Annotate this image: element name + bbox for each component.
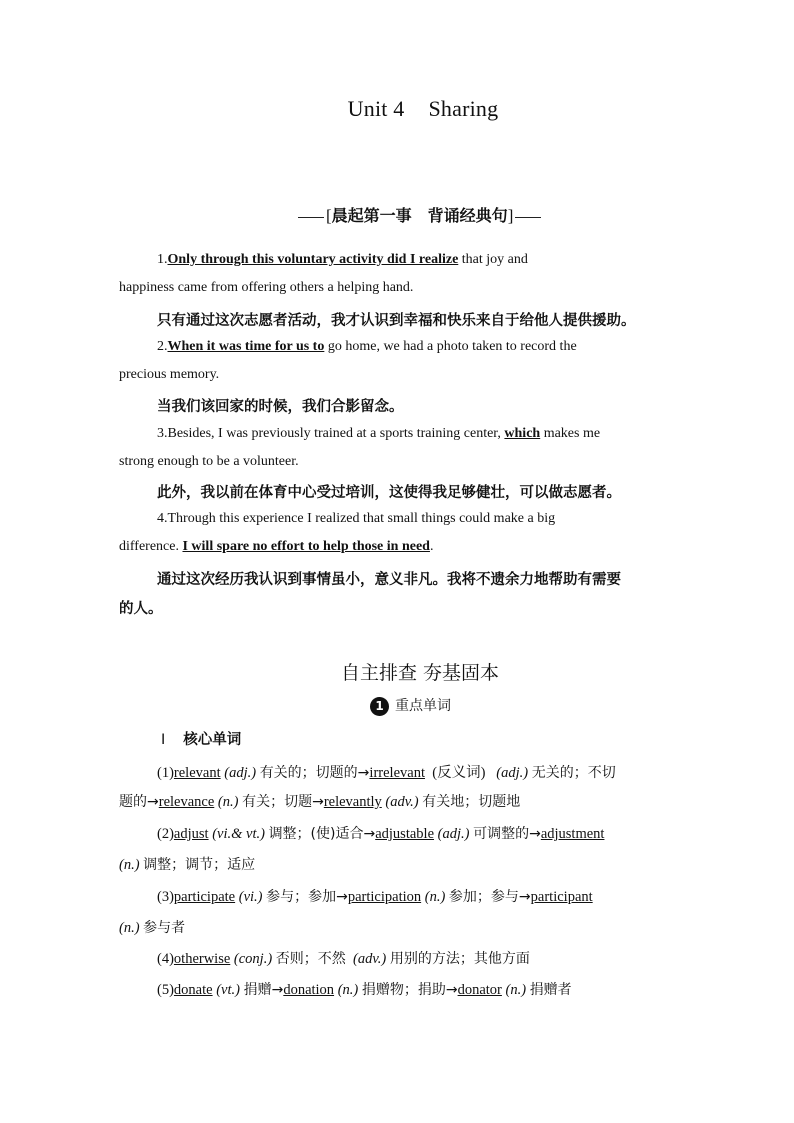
- section-title-self-check: 自主排查 夯基固本: [340, 662, 500, 684]
- subsection-key-words: [370, 695, 451, 716]
- unit-label: Unit 4: [347, 96, 405, 121]
- vocab-item-5: (5)donate (vt.) 捐赠→donation (n.) 捐赠物；捐助→donator (n.) 捐赠者: [157, 982, 572, 998]
- section-header-recite: [晨起第一事 背诵经典句]: [296, 203, 543, 226]
- section-header-text: 晨起第一事 背诵经典句: [331, 208, 508, 225]
- subsection-title: 重点单词: [395, 698, 451, 714]
- sentence-3-line-1: 3.Besides, I was previously trained at a sports training center, which makes me: [157, 426, 601, 441]
- sentence-2-line-1: 2.When it was time for us to go home, we had a photo taken to record the: [157, 339, 577, 354]
- sentence-4-line-1: 4.Through this experience I realized that small things could make a big: [157, 511, 556, 526]
- sentence-4-translation-line-2: 的人。: [119, 601, 163, 617]
- sentence-3-line-2: strong enough to be a volunteer.: [119, 454, 299, 469]
- number-circle-icon: 1: [370, 697, 389, 716]
- vocab-item-2-line-1: (2)adjust (vi.& vt.) 调整；(使)适合→adjustable (adj.) 可调整的→adjustment: [157, 826, 605, 842]
- vocab-item-3-line-1: (3)participate (vi.) 参与；参加→participation (n.) 参加；参与→participant: [157, 889, 593, 905]
- vocab-item-4: (4)otherwise (conj.) 否则；不然 (adv.) 用别的方法；其他方面: [157, 951, 530, 967]
- key-phrase: I will spare no effort to help those in need: [182, 539, 430, 554]
- unit-name: Sharing: [428, 96, 499, 121]
- vocab-item-3-line-2: (n.) 参与者: [119, 920, 186, 936]
- key-phrase: which: [504, 426, 541, 441]
- sentence-4-translation-line-1: 通过这次经历我认识到事情虽小，意义非凡。我将不遗余力地帮助有需要: [157, 572, 621, 588]
- sentence-3-translation: 此外，我以前在体育中心受过培训，这使得我足够健壮，可以做志愿者。: [157, 485, 621, 501]
- vocab-item-1-line-1: (1)relevant (adj.) 有关的；切题的→irrelevant (反义词) (adj.) 无关的；不切: [157, 765, 616, 781]
- sentence-4-line-2: difference. I will spare no effort to help those in need.: [119, 539, 434, 554]
- page-title: [0, 96, 794, 122]
- sentence-1-line-1: 1.Only through this voluntary activity did I realize that joy and: [157, 252, 528, 267]
- sentence-1-translation: 只有通过这次志愿者活动，我才认识到幸福和快乐来自于给他人提供援助。: [157, 313, 636, 329]
- sentence-1-line-2: happiness came from offering others a helping hand.: [119, 280, 414, 295]
- sentence-2-line-2: precious memory.: [119, 367, 220, 382]
- group-heading-core-words: Ⅰ 核心单词: [161, 732, 242, 748]
- vocab-item-2-line-2: (n.) 调整；调节；适应: [119, 857, 256, 873]
- key-phrase: When it was time for us to: [167, 339, 325, 354]
- vocab-item-1-line-2: 题的→relevance (n.) 有关；切题→relevantly (adv.) 有关地；切题地: [119, 794, 521, 810]
- key-phrase: Only through this voluntary activity did I realize: [167, 252, 459, 267]
- sentence-2-translation: 当我们该回家的时候，我们合影留念。: [157, 399, 404, 415]
